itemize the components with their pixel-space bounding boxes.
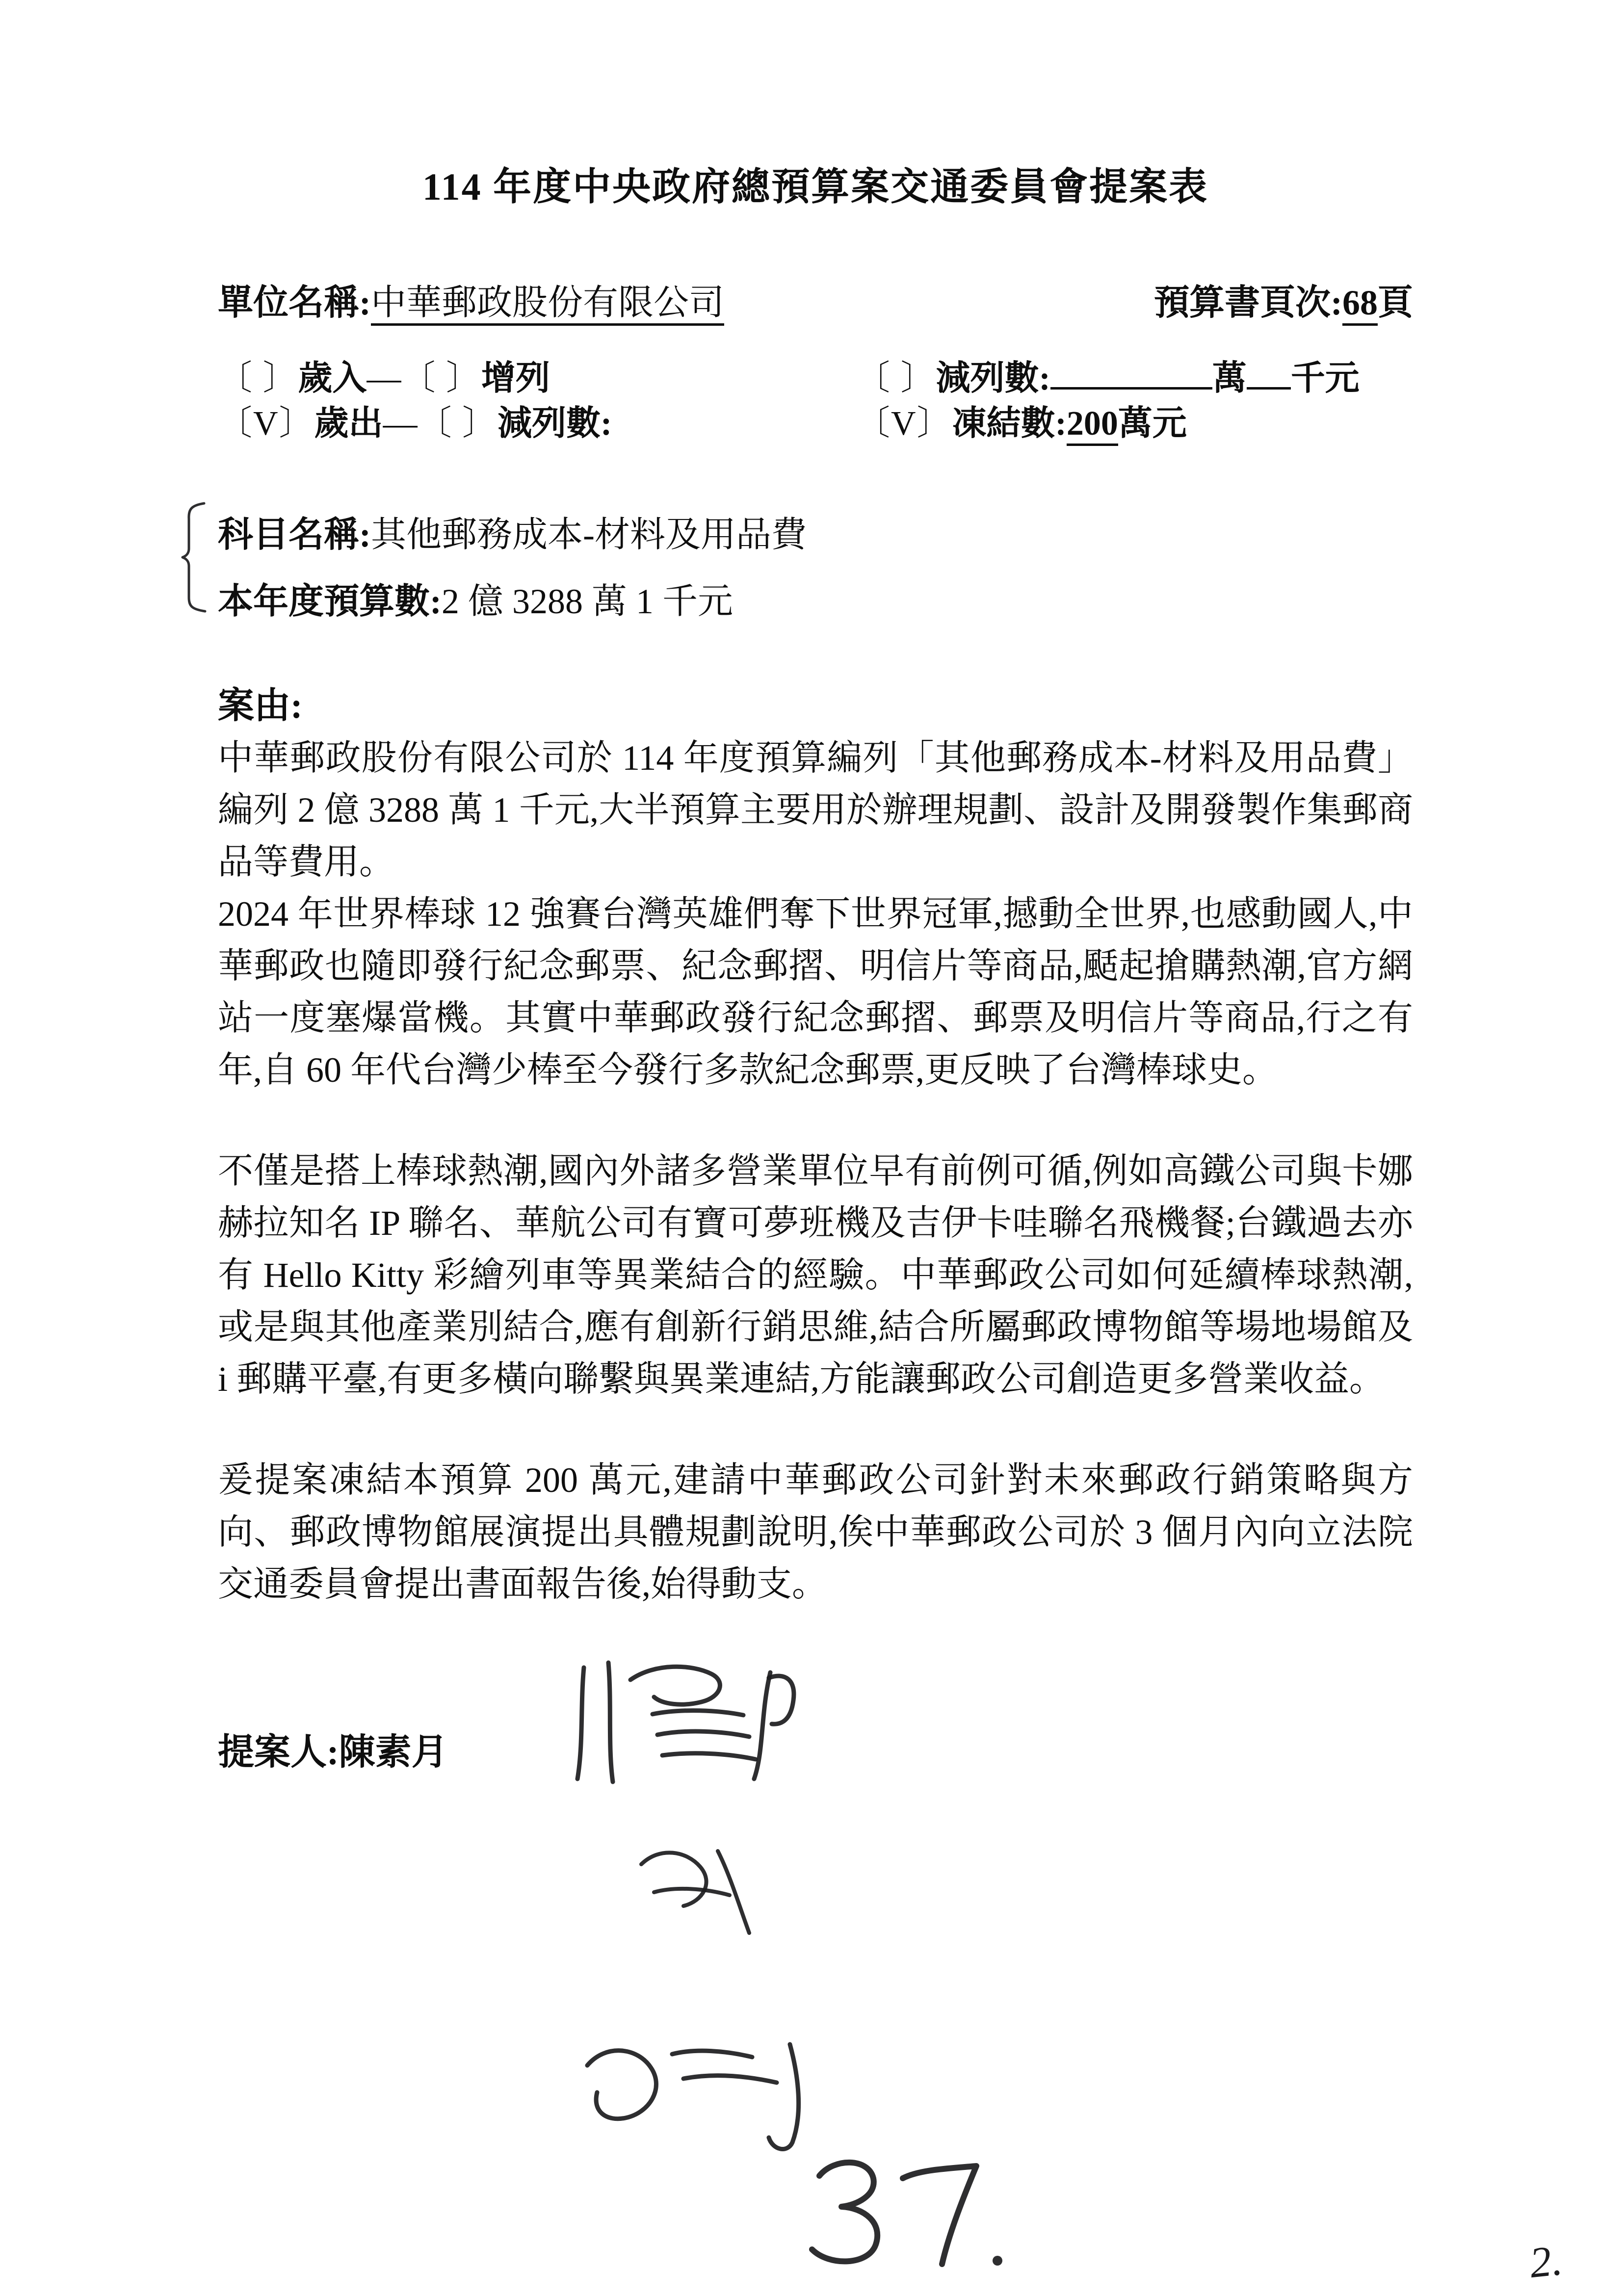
revenue-checkbox: 〔 〕 [218,360,298,397]
cut-checkbox: 〔 〕 [417,405,498,443]
proposer-row [218,1723,1413,1775]
case-paragraph-4: 爰提案凍結本預算 200 萬元,建請中華郵政公司針對未來郵政行銷策略與方向、郵政博物館展演提出具體規劃說明,俟中華郵政公司於 3 個月內向立法院交通委員會提出書面報告後,始得動支。 [218,1461,1413,1604]
case-paragraph-1: 中華郵政股份有限公司於 114 年度預算編列「其他郵務成本-材料及用品費」編列 2 億 3288 萬 1 千元,大半預算主要用於辦理規劃、設計及開發製作集郵商品等費用。 [218,738,1413,882]
subject-budget-line [218,568,1413,635]
subject-block [218,501,1413,635]
reduction-unit-wan: 萬 [1212,360,1247,397]
subject-name-line [218,501,1413,568]
checkbox-row-expenditure [218,401,1413,446]
handwritten-number-37 [773,2149,1018,2276]
unit-name-group [218,274,724,325]
subject-name-value: 其他郵務成本-材料及用品費 [370,515,807,554]
case-body [218,732,1413,1610]
cut-label: 減列數: [498,405,612,443]
revenue-dash: — [367,360,401,397]
budget-page-value: 68 [1342,283,1378,326]
case-paragraph-3: 不僅是搭上棒球熱潮,國內外諸多營業單位早有前例可循,例如高鐵公司與卡娜赫拉知名 IP 聯名、華航公司有寶可夢班機及吉伊卡哇聯名飛機餐;台鐵過去亦有 Hello Kitty 彩繪列車等異業結合的經驗。中華郵政公司如何延續棒球熱潮,或是與其他產業別結合,應有創新行銷思維,結合所屬郵政博物館等場地場館及 i 郵購平臺,有更多橫向聯繫與異業連結,方能讓郵政公司創造更多營業收益。 [218,1151,1413,1399]
subject-budget-value: 2 億 3288 萬 1 千元 [441,582,733,621]
reduction-amount-blank-2 [1247,355,1291,390]
freeze-label: 凍結數: [952,405,1067,443]
case-paragraph-2: 2024 年世界棒球 12 強賽台灣英雄們奪下世界冠軍,撼動全世界,也感動國人,中華郵政也隨即發行紀念郵票、紀念郵摺、明信片等商品,颳起搶購熱潮,官方網站一度塞爆當機。其實中華郵政發行紀念郵摺、郵票及明信片等商品,行之有年,自 60 年代台灣少棒至今發行多款紀念郵票,更反映了台灣棒球史。 [218,894,1413,1090]
reduction-amount-group [856,355,1413,401]
freeze-checkbox-checked: 〔V〕 [856,405,952,443]
freeze-amount-group [856,401,1413,446]
budget-page-label: 預算書頁次: [1154,283,1342,322]
budget-page-group [1154,274,1413,325]
checkbox-section [218,355,1413,446]
revenue-label: 歲入 [298,360,367,397]
case-heading: 案由: [218,686,303,726]
budget-page-suffix: 頁 [1377,283,1413,322]
expenditure-dash: — [383,405,418,443]
handwritten-page-number: 2. [1527,2236,1565,2288]
reduction-unit-qian: 千元 [1290,360,1360,397]
reduction-label: 減列數: [936,360,1050,397]
subject-budget-label: 本年度預算數: [218,582,442,621]
header-row [218,274,1413,325]
proposer-label: 提案人: [218,1732,339,1773]
freeze-unit: 萬元 [1118,405,1187,443]
signature-chen-su-yue [567,1645,802,1788]
expenditure-label: 歲出 [314,405,383,443]
freeze-value: 200 [1067,405,1118,446]
expenditure-option [218,401,856,446]
unit-name-label: 單位名稱: [218,283,371,322]
case-section [218,680,1413,1610]
page-title: 114 年度中央政府總預算案交通委員會提案表 [422,165,1209,208]
proposer-name: 陳素月 [339,1732,448,1773]
signature-third [567,2024,832,2156]
increase-label: 增列 [481,360,550,397]
reduction-checkbox: 〔 〕 [856,360,936,397]
checkbox-row-revenue [218,355,1413,401]
unit-name-value: 中華郵政股份有限公司 [371,283,724,326]
increase-checkbox: 〔 〕 [401,360,481,397]
left-brace-mark [180,498,209,638]
reduction-amount-blank [1050,355,1212,390]
expenditure-checkbox-checked: 〔V〕 [218,405,314,443]
signature-second [626,1832,765,1943]
subject-name-label: 科目名稱: [218,515,371,554]
revenue-option [218,356,856,401]
